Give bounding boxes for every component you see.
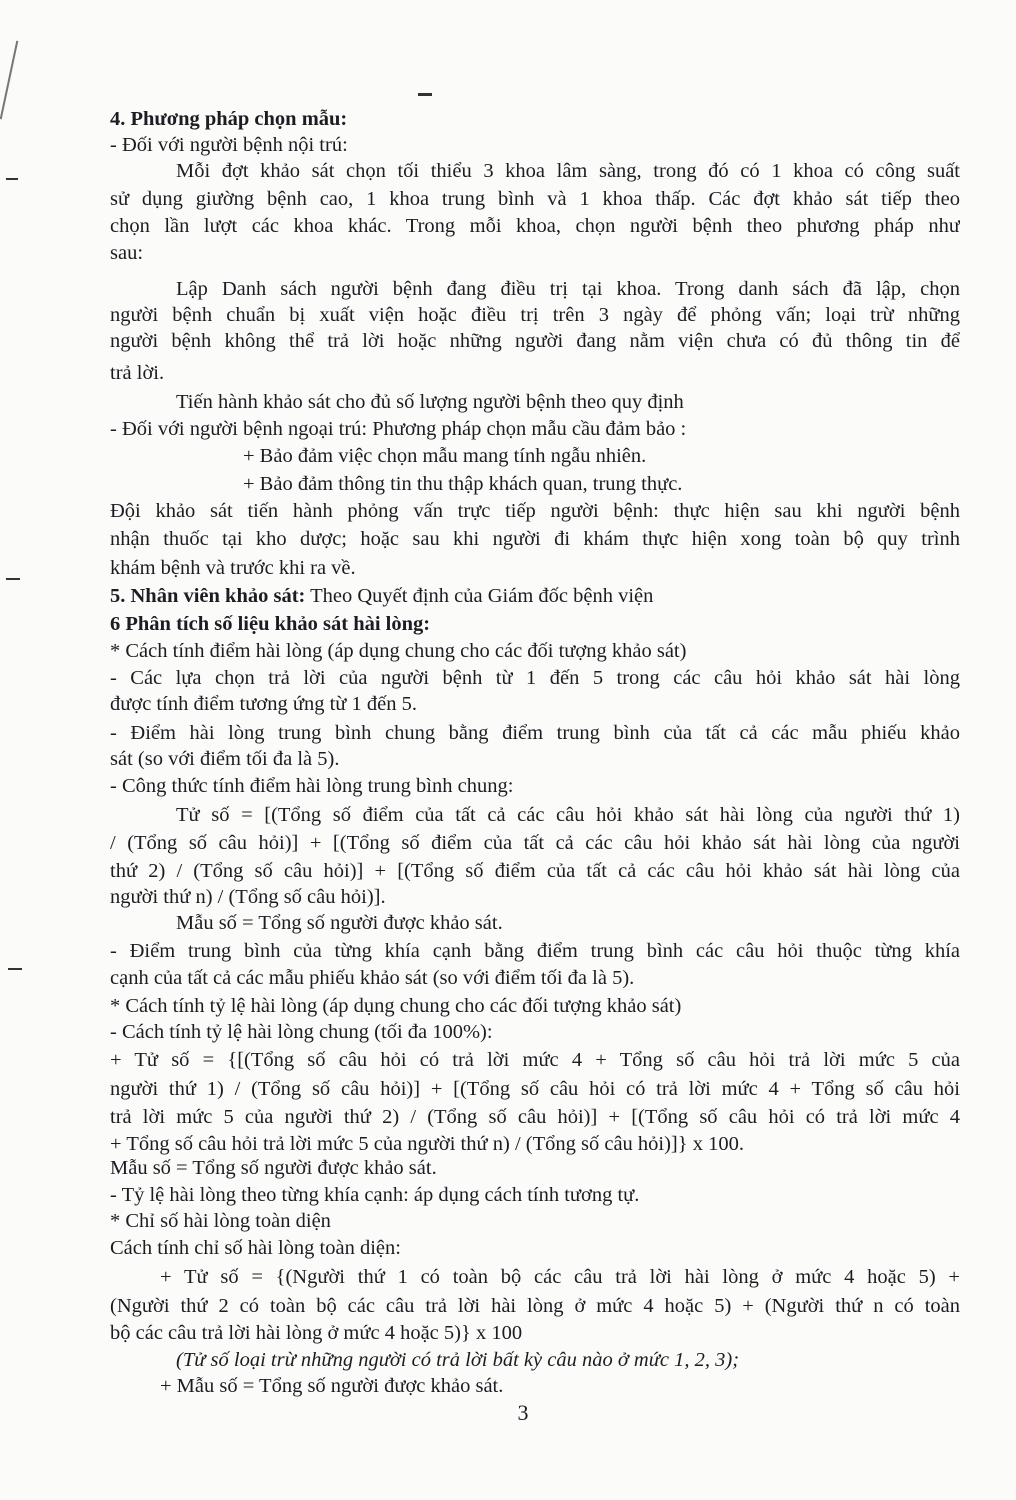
paragraph-line: sau:: [110, 242, 144, 264]
paragraph-line: - Điểm trung bình của từng khía cạnh bằng điểm trung bình các câu hỏi thuộc từng khía: [110, 940, 960, 962]
paragraph-line: người bệnh không thể trả lời hoặc những người đang nằm viện chưa có đủ thông tin để: [110, 330, 960, 352]
paragraph-line: sát (so với điểm tối đa là 5).: [110, 748, 340, 770]
scan-mark: [6, 178, 18, 180]
inpatient-label: - Đối với người bệnh nội trú:: [110, 134, 348, 156]
paragraph-line: - Điểm hài lòng trung bình chung bằng điểm trung bình của tất cả các mẫu phiếu khảo: [110, 722, 960, 744]
paragraph-line: chọn lần lượt các khoa khác. Trong mỗi khoa, chọn người bệnh theo phương pháp như: [110, 215, 960, 237]
rate-title: * Cách tính tỷ lệ hài lòng (áp dụng chung cho các đối tượng khảo sát): [110, 995, 682, 1017]
paragraph-line: khám bệnh và trước khi ra về.: [110, 557, 356, 579]
formula-line: bộ các câu trả lời hài lòng ở mức 4 hoặc 5)} x 100: [110, 1322, 523, 1344]
paragraph-line: - Các lựa chọn trả lời của người bệnh từ 1 đến 5 trong các câu hỏi khảo sát hài lòng: [110, 667, 960, 689]
paragraph-line: cạnh của tất cả các mẫu phiếu khảo sát (so với điểm tối đa là 5).: [110, 967, 635, 989]
section-5-text: Theo Quyết định của Giám đốc bệnh viện: [305, 585, 654, 607]
formula-line: + Tử số = {[(Tổng số câu hỏi có trả lời mức 4 + Tổng số câu hỏi trả lời mức 5 của: [110, 1049, 960, 1071]
index-note: (Tử số loại trừ những người có trả lời bất kỳ câu nào ở mức 1, 2, 3);: [176, 1349, 740, 1371]
formula-line: / (Tổng số câu hỏi)] + [(Tổng số điểm của tất cả các câu hỏi khảo sát hài lòng của người: [110, 832, 960, 854]
formula-line: người thứ n) / (Tổng số câu hỏi)].: [110, 886, 386, 908]
rate-general: - Cách tính tỷ lệ hài lòng chung (tối đa 100%):: [110, 1021, 493, 1043]
formula-line: Tử số = [(Tổng số điểm của tất cả các câu hỏi khảo sát hài lòng của người thứ 1): [176, 804, 960, 826]
formula-line: + Tử số = {(Người thứ 1 có toàn bộ các câu trả lời hài lòng ở mức 4 hoặc 5) +: [160, 1266, 960, 1288]
formula-line: thứ 2) / (Tổng số câu hỏi)] + [(Tổng số điểm của tất cả các câu hỏi khảo sát hài lòng của: [110, 860, 960, 882]
section-5-heading: 5. Nhân viên khảo sát:: [110, 585, 306, 607]
paragraph-line: trả lời.: [110, 362, 165, 384]
index-calc: Cách tính chỉ số hài lòng toàn diện:: [110, 1237, 401, 1259]
paragraph-line: sử dụng giường bệnh cao, 1 khoa trung bình và 1 khoa thấp. Các đợt khảo sát tiếp theo: [110, 188, 960, 210]
paragraph-line: người bệnh chuẩn bị xuất viện hoặc điều trị trên 3 ngày để phỏng vấn; loại trừ những: [110, 304, 960, 326]
paragraph-line: Tiến hành khảo sát cho đủ số lượng người bệnh theo quy định: [176, 391, 684, 413]
paragraph-line: Đội khảo sát tiến hành phỏng vấn trực tiếp người bệnh: thực hiện sau khi người bệnh: [110, 500, 960, 522]
formula-line: Mẫu số = Tổng số người được khảo sát.: [176, 912, 503, 934]
index-title: * Chỉ số hài lòng toàn diện: [110, 1210, 331, 1232]
scan-mark: [418, 93, 432, 96]
paragraph-line: Lập Danh sách người bệnh đang điều trị tại khoa. Trong danh sách đã lập, chọn: [176, 278, 960, 300]
formula-title: - Công thức tính điểm hài lòng trung bình chung:: [110, 775, 514, 797]
outpatient-label: - Đối với người bệnh ngoại trú: Phương pháp chọn mẫu cầu đảm bảo :: [110, 418, 687, 440]
paragraph-line: Mỗi đợt khảo sát chọn tối thiểu 3 khoa lâm sàng, trong đó có 1 khoa có công suất: [176, 160, 960, 182]
bullet-item: + Bảo đảm thông tin thu thập khách quan, trung thực.: [243, 473, 683, 495]
paragraph-line: - Tỷ lệ hài lòng theo từng khía cạnh: áp dụng cách tính tương tự.: [110, 1184, 640, 1206]
formula-line: + Mẫu số = Tổng số người được khảo sát.: [160, 1375, 504, 1397]
formula-line: + Tổng số câu hỏi trả lời mức 5 của người thứ n) / (Tổng số câu hỏi)]} x 100.: [110, 1133, 744, 1155]
section-4-heading: 4. Phương pháp chọn mẫu:: [110, 108, 348, 130]
formula-line: người thứ 1) / (Tổng số câu hỏi)] + [(Tổng số câu hỏi có trả lời mức 4 + Tổng số câu hỏi: [110, 1078, 960, 1100]
section-6-heading: 6 Phân tích số liệu khảo sát hài lòng:: [110, 613, 431, 635]
page-number: 3: [517, 1400, 529, 1425]
section-5-line: [110, 583, 960, 609]
paragraph-line: nhận thuốc tại kho dược; hoặc sau khi người đi khám thực hiện xong toàn bộ quy trình: [110, 528, 960, 550]
paragraph-line: được tính điểm tương ứng từ 1 đến 5.: [110, 693, 417, 715]
bullet-item: + Bảo đảm việc chọn mẫu mang tính ngẫu nhiên.: [243, 445, 647, 467]
scan-mark: [8, 968, 22, 970]
scan-mark: [0, 41, 18, 120]
formula-line: Mẫu số = Tổng số người được khảo sát.: [110, 1157, 437, 1179]
scan-mark: [6, 578, 20, 580]
formula-line: trả lời mức 5 của người thứ 2) / (Tổng số câu hỏi)] + [(Tổng số câu hỏi có trả lời mức 4: [110, 1106, 960, 1128]
formula-line: (Người thứ 2 có toàn bộ các câu trả lời hài lòng ở mức 4 hoặc 5) + (Người thứ n có toàn: [110, 1295, 960, 1317]
score-title: * Cách tính điểm hài lòng (áp dụng chung cho các đối tượng khảo sát): [110, 640, 687, 662]
